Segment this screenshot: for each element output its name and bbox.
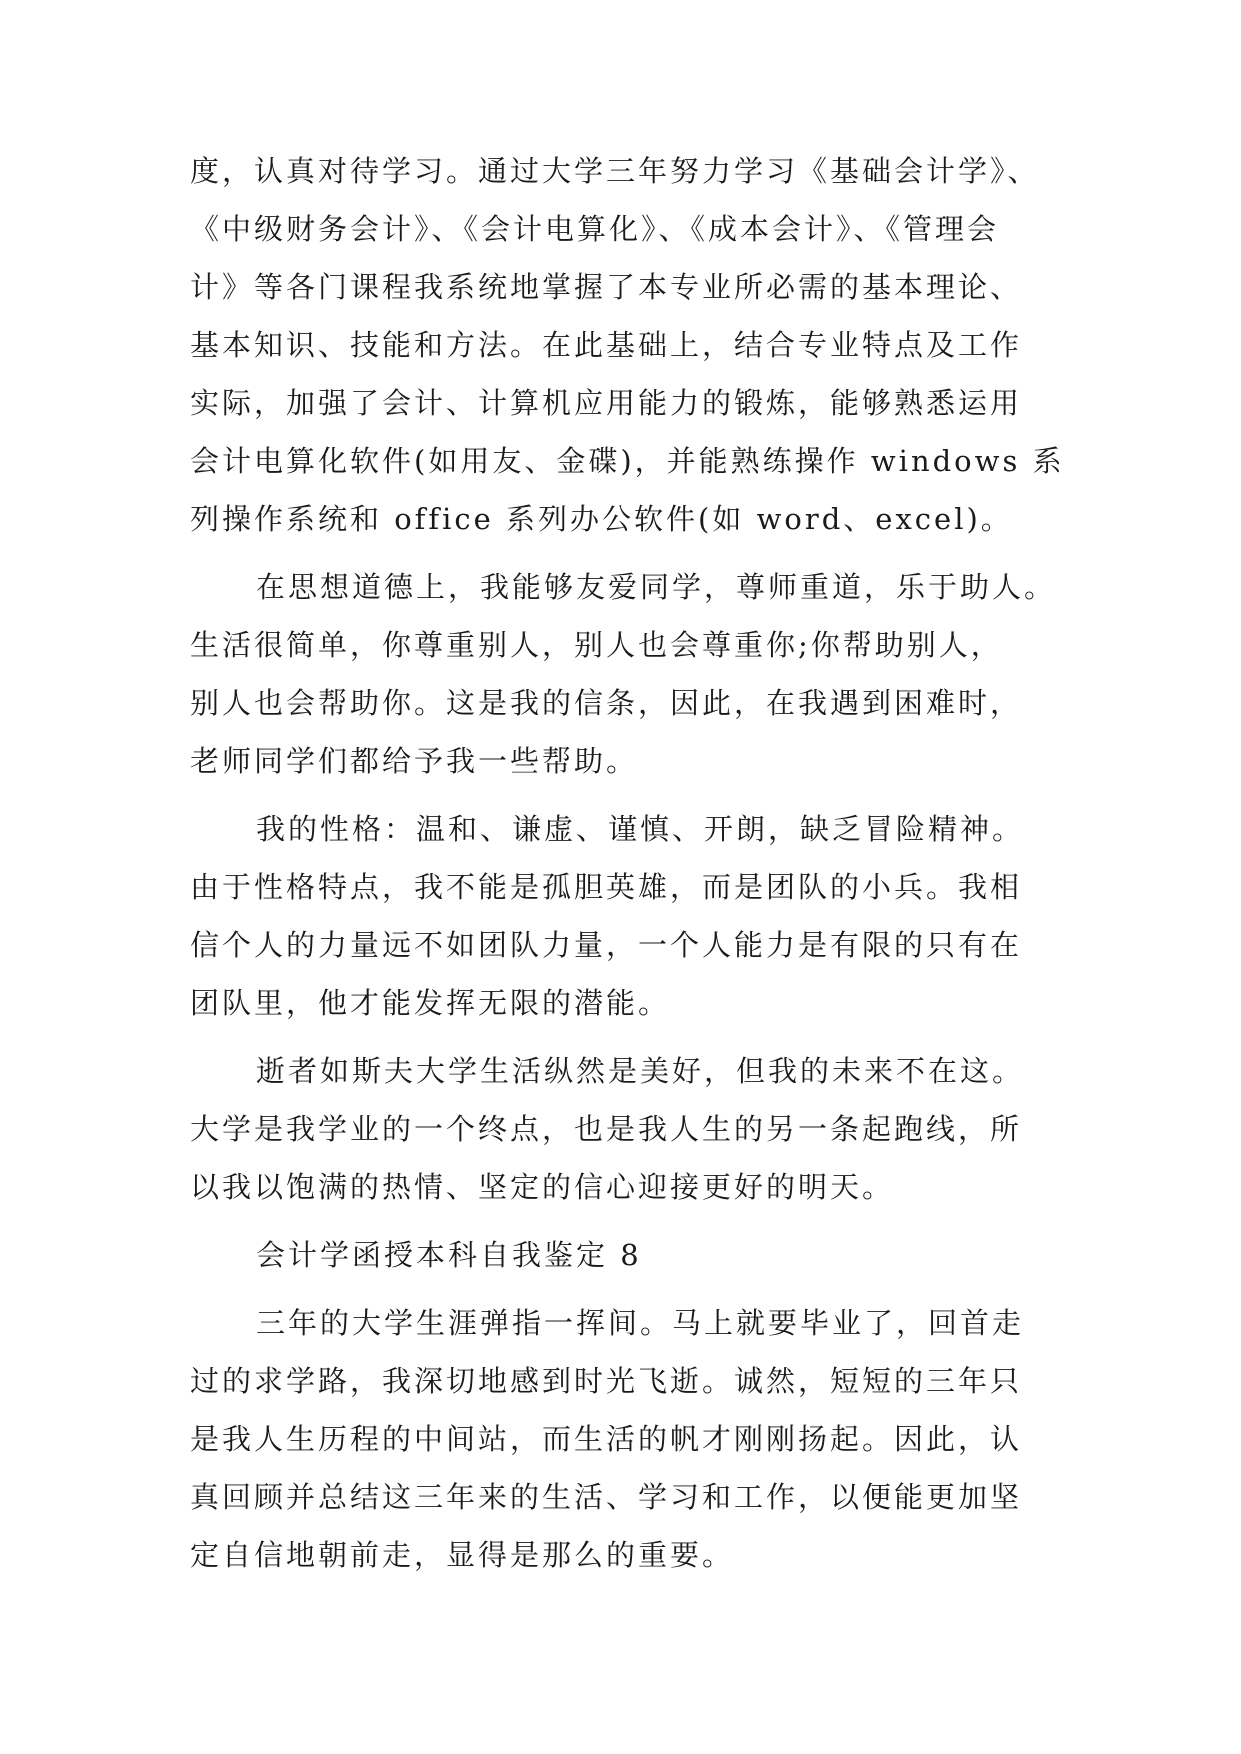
text-line: 信个人的力量远不如团队力量，一个人能力是有限的只有在: [190, 928, 1023, 962]
text-line: 大学是我学业的一个终点，也是我人生的另一条起跑线，所: [190, 1112, 1023, 1146]
text-line: 生活很简单，你尊重别人，别人也会尊重你;你帮助别人，: [190, 628, 1003, 662]
section-heading: 会计学函授本科自我鉴定 8: [256, 1238, 642, 1272]
text-line: 计》等各门课程我系统地掌握了本专业所必需的基本理论、: [190, 270, 1023, 304]
text-line: 由于性格特点，我不能是孤胆英雄，而是团队的小兵。我相: [190, 870, 1023, 904]
text-line: 会计电算化软件(如用友、金碟)，并能熟练操作 windows 系: [190, 444, 1065, 478]
text-line: 基本知识、技能和方法。在此基础上，结合专业特点及工作: [190, 328, 1023, 362]
text-line: 是我人生历程的中间站，而生活的帆才刚刚扬起。因此，认: [190, 1422, 1023, 1456]
text-line: 列操作系统和 office 系列办公软件(如 word、excel)。: [190, 502, 1013, 536]
text-line: 三年的大学生涯弹指一挥间。马上就要毕业了，回首走: [256, 1306, 1025, 1340]
text-line: 团队里，他才能发挥无限的潜能。: [190, 986, 671, 1020]
text-line: 过的求学路，我深切地感到时光飞逝。诚然，短短的三年只: [190, 1364, 1023, 1398]
text-line: 逝者如斯夫大学生活纵然是美好，但我的未来不在这。: [256, 1054, 1025, 1088]
text-line: 以我以饱满的热情、坚定的信心迎接更好的明天。: [190, 1170, 895, 1204]
text-line: 定自信地朝前走，显得是那么的重要。: [190, 1538, 735, 1572]
text-line: 我的性格：温和、谦虚、谨慎、开朗，缺乏冒险精神。: [256, 812, 1025, 846]
text-line: 度，认真对待学习。通过大学三年努力学习《基础会计学》、: [190, 154, 1040, 188]
text-line: 老师同学们都给予我一些帮助。: [190, 744, 639, 778]
text-line: 真回顾并总结这三年来的生活、学习和工作，以便能更加坚: [190, 1480, 1023, 1514]
text-line: 《中级财务会计》、《会计电算化》、《成本会计》、《管理会: [190, 212, 1000, 246]
text-line: 实际，加强了会计、计算机应用能力的锻炼，能够熟悉运用: [190, 386, 1023, 420]
text-line: 别人也会帮助你。这是我的信条，因此，在我遇到困难时，: [190, 686, 1023, 720]
text-line: 在思想道德上，我能够友爱同学，尊师重道，乐于助人。: [256, 570, 1057, 604]
